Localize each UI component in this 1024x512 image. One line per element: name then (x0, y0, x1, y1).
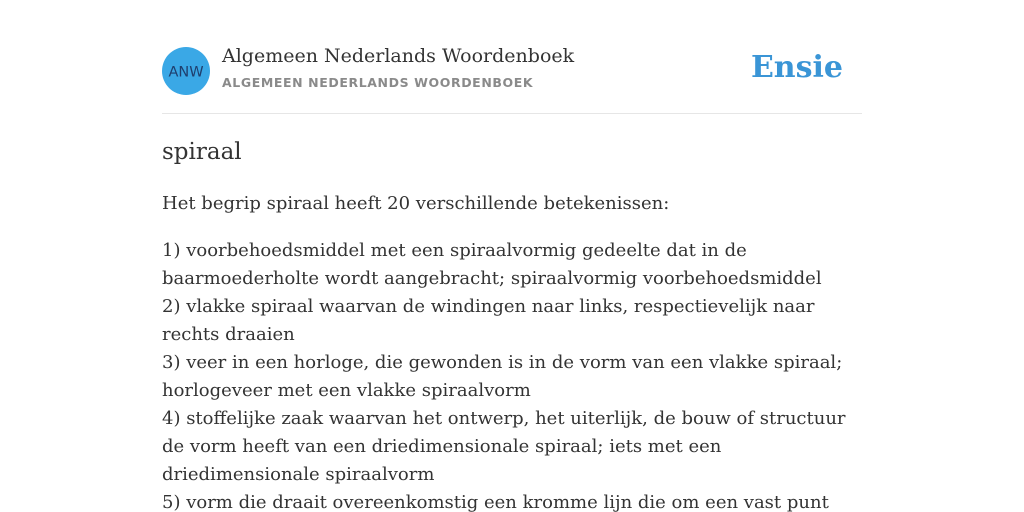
meaning-item: 4) stoffelijke zaak waarvan het ontwerp, het uiterlijk, de bouw of structuur de vorm heeft van een driedimensionale spiraal; iets met een driedimensionale spiraalvorm (162, 408, 846, 485)
meaning-list (162, 237, 852, 512)
meaning-item: 2) vlakke spiraal waarvan de windingen naar links, respectievelijk naar rechts draaien (162, 296, 815, 345)
entry-term: spiraal (162, 139, 242, 165)
source-logo[interactable] (162, 47, 210, 95)
anw-logo-icon (162, 47, 210, 95)
meaning-item: 3) veer in een horloge, die gewonden is in de vorm van een vlakke spiraal; horlogeveer met een vlakke spiraalvorm (162, 352, 843, 401)
meaning-item: 5) vorm die draait overeenkomstig een kromme lijn die om een vast punt (162, 492, 829, 512)
ensie-brand-link[interactable]: Ensie (750, 50, 843, 85)
source-header (162, 0, 862, 114)
page (162, 0, 862, 512)
entry-intro: Het begrip spiraal heeft 20 verschillende betekenissen: (162, 193, 670, 214)
logo-text: ANW (168, 64, 204, 81)
meaning-item: 1) voorbehoedsmiddel met een spiraalvormig gedeelte dat in de baarmoederholte wordt aangebracht; spiraalvormig voorbehoedsmiddel (162, 240, 822, 289)
source-title[interactable]: Algemeen Nederlands Woordenboek (222, 45, 575, 67)
source-subtitle: ALGEMEEN NEDERLANDS WOORDENBOEK (222, 75, 534, 90)
